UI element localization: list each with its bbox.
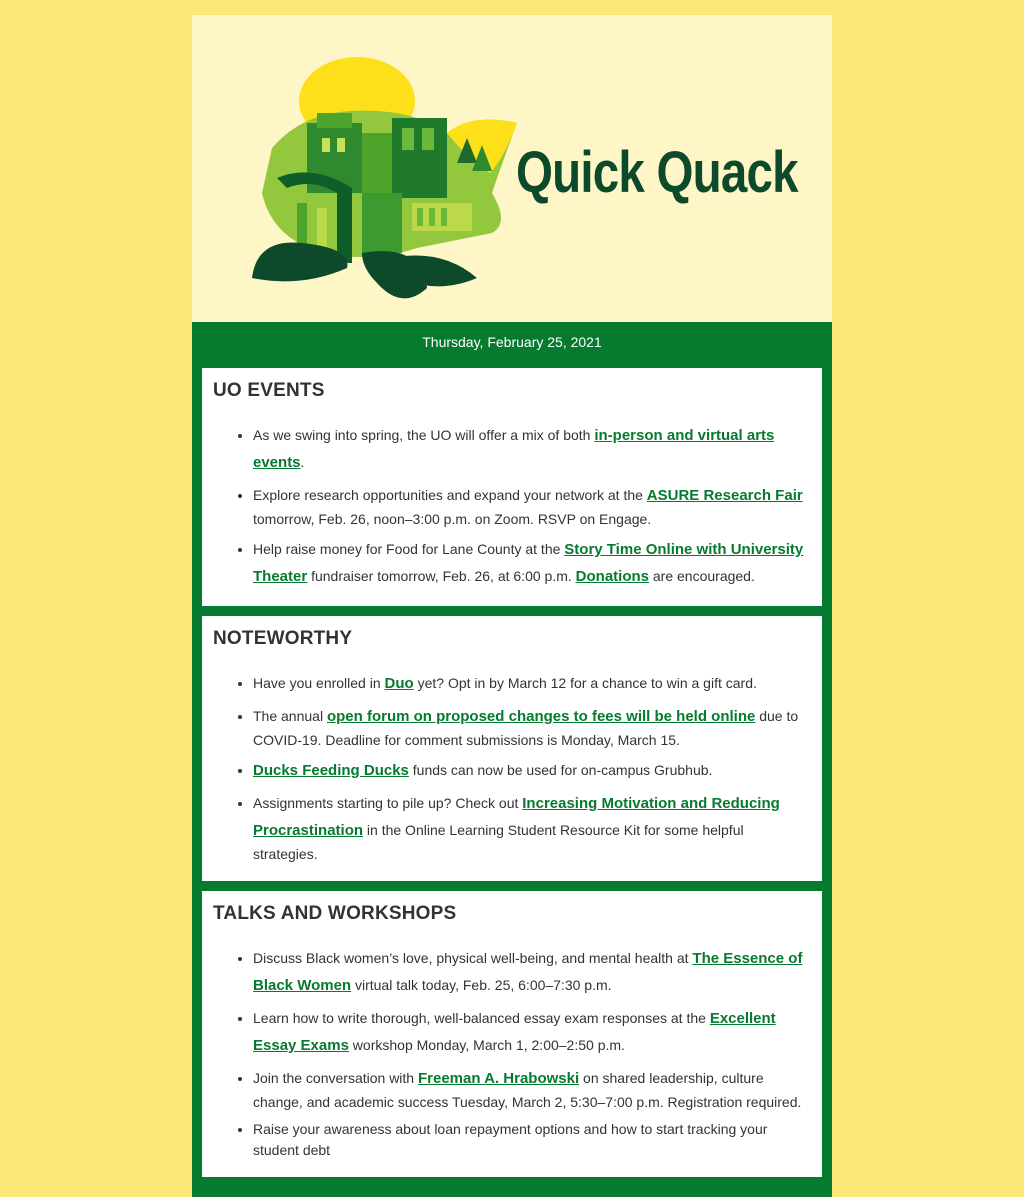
link-story-time-online-with-university-theater[interactable]: Story Time Online with University Theater [253,541,804,585]
link-excellent-essay-exams[interactable]: Excellent Essay Exams [253,1010,776,1054]
item-text: in the Online Learning Student Resource Kit for some helpful strategies. [253,822,744,862]
section-title: NOTEWORTHY [213,628,353,649]
list-item [253,1119,811,1161]
item-text: Explore research opportunities and expand your network at the [253,487,647,503]
item-text: As we swing into spring, the UO will offer a mix of both [253,427,595,443]
item-text: yet? Opt in by March 12 for a chance to win a gift card. [413,675,757,691]
item-text: Help raise money for Food for Lane County at the [253,541,565,557]
link-in-person-and-virtual-arts-events[interactable]: in-person and virtual arts events [253,427,775,471]
list-item [253,670,811,697]
item-text: Discuss Black women’s love, physical well-being, and mental health at [253,950,693,966]
content-band [192,322,832,1197]
item-text: Learn how to write thorough, well-balanced essay exam responses at the [253,1010,710,1026]
email-container [192,15,832,1197]
link-donations[interactable]: Donations [575,568,649,585]
link-asure-research-fair[interactable]: ASURE Research Fair [646,487,803,504]
item-list [213,945,811,1161]
section-title: UO EVENTS [213,380,325,401]
list-item [253,1005,811,1059]
item-text: workshop Monday, March 1, 2:00–2:50 p.m. [348,1037,625,1053]
link-freeman-a-hrabowski[interactable]: Freeman A. Hrabowski [417,1070,580,1087]
link-increasing-motivation-and-reducing-procrastination[interactable]: Increasing Motivation and Reducing Procrastination [253,795,780,839]
list-item [253,790,811,865]
link-ducks-feeding-ducks[interactable]: Ducks Feeding Ducks [253,762,409,779]
item-text: Raise your awareness about loan repayment options and how to start tracking your student debt [253,1121,768,1158]
section-title: TALKS AND WORKSHOPS [213,903,457,924]
section-talks-and-workshops [202,891,822,1177]
item-text: fundraiser tomorrow, Feb. 26, at 6:00 p.m. [307,568,576,584]
list-item [253,757,811,784]
section-uo-events [202,368,822,606]
duck-campus-illustration-icon [242,53,522,308]
item-text: due to COVID-19. Deadline for comment submissions is Monday, March 15. [253,708,799,748]
item-text: virtual talk today, Feb. 25, 6:00–7:30 p.m. [351,977,612,993]
item-text: Have you enrolled in [253,675,385,691]
item-text: Join the conversation with [253,1070,418,1086]
issue-date: Thursday, February 25, 2021 [422,334,602,350]
link-duo[interactable]: Duo [384,675,414,692]
list-item [253,703,811,751]
item-text: tomorrow, Feb. 26, noon–3:00 p.m. on Zoom. RSVP on Engage. [253,511,652,527]
link-the-essence-of-black-women[interactable]: The Essence of Black Women [253,950,803,994]
item-text: funds can now be used for on-campus Grubhub. [408,762,713,778]
item-text: Assignments starting to pile up? Check out [253,795,523,811]
sections-list [202,368,822,1177]
list-item [253,1065,811,1113]
brand-title: Quick Quack [516,140,798,205]
link-open-forum-on-proposed-changes-to-fees-will-be-held-online[interactable]: open forum on proposed changes to fees will be held online [326,708,756,725]
item-text: . [300,454,305,470]
item-text: are encouraged. [649,568,755,584]
list-item [253,422,811,476]
list-item [253,536,811,590]
item-list [213,422,811,590]
header-banner [192,15,832,322]
item-text: on shared leadership, culture change, and academic success Tuesday, March 2, 5:30–7:00 p.m. Registration required. [253,1070,802,1110]
list-item [253,482,811,530]
item-text: The annual [253,708,327,724]
section-noteworthy [202,616,822,881]
item-list [213,670,811,865]
list-item [253,945,811,999]
